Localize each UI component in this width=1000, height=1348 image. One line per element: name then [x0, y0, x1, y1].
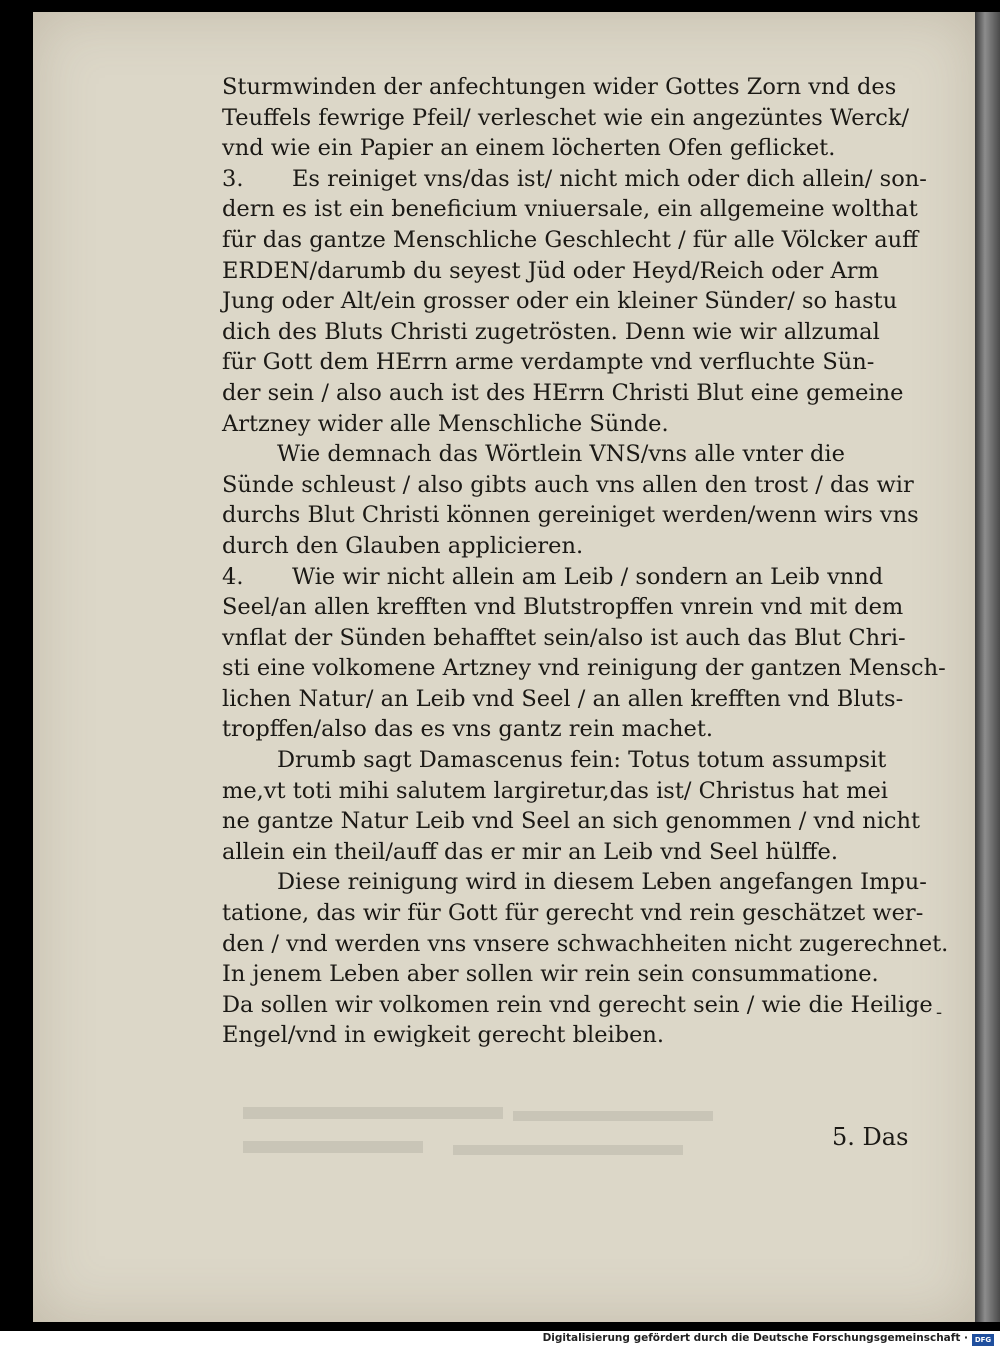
text-line: Seel/an allen krefften vnd Blutstropffen vnrein vnd mit dem	[222, 594, 904, 621]
text-line: vnd wie ein Papier an einem löcherten Ofen geflicket.	[222, 135, 836, 162]
text-line	[222, 562, 922, 593]
text-line: durch den Glauben applicieren.	[222, 532, 584, 559]
footer-credit: Digitalisierung gefördert durch die Deutsche Forschungsgemeinschaft ·	[542, 1332, 968, 1344]
text-line: ERDEN/darumb du seyest Jüd oder Heyd/Reich oder Arm	[222, 257, 879, 284]
text-line	[222, 164, 927, 195]
body-text	[222, 72, 949, 1051]
text-line: Da sollen wir volkomen rein vnd gerecht sein / wie die Heilige	[222, 991, 933, 1018]
text-line: Sünde schleust / also gibts auch vns allen den trost / das wir	[222, 471, 914, 498]
text-line: Jung oder Alt/ein grosser oder ein kleiner Sünder/ so hastu	[222, 288, 898, 315]
text-line: Artzney wider alle Menschliche Sünde.	[222, 410, 669, 437]
dfg-logo[interactable]: DFG	[972, 1334, 994, 1346]
text-line: durchs Blut Christi können gereiniget werden/wenn wirs vns	[222, 502, 919, 529]
text-line: tropffen/also das es vns gantz rein machet.	[222, 716, 714, 743]
catchword: 5. Das	[832, 1123, 909, 1151]
text-line: Drumb sagt Damascenus fein: Totus totum assumpsit	[277, 747, 887, 774]
text-line: für Gott dem HErrn arme verdampte vnd verfluchte Sün-	[222, 349, 875, 376]
text-line: dich des Bluts Christi zugetrösten. Denn wie wir allzumal	[222, 318, 880, 345]
text-line: me,vt toti mihi salutem largiretur,das ist/ Christus hat mei	[222, 777, 888, 804]
section-number: 3.	[222, 165, 244, 192]
text-line: den / vnd werden vns vnsere schwachheiten nicht zugerechnet.	[222, 930, 949, 957]
text-line: vnflat der Sünden behafftet sein/also ist auch das Blut Chri-	[222, 624, 906, 651]
text-line: sti eine volkomene Artzney vnd reinigung der gantzen Mensch-	[222, 655, 946, 682]
text-line: für das gantze Menschliche Geschlecht / für alle Völcker auff	[222, 226, 919, 253]
text-line: In jenem Leben aber sollen wir rein sein consummatione.	[222, 961, 879, 988]
page-gutter	[975, 12, 1000, 1322]
text-line-content: Es reiniget vns/das ist/ nicht mich oder dich allein/ son-	[292, 165, 927, 192]
text-line: der sein / also auch ist des HErrn Christi Blut eine gemeine	[222, 379, 904, 406]
text-line: Teuffels fewrige Pfeil/ verleschet wie ein angezüntes Werck/	[222, 104, 910, 131]
text-line: tatione, das wir für Gott für gerecht vnd rein geschätzet wer-	[222, 900, 924, 927]
text-line: Engel/vnd in ewigkeit gerecht bleiben.	[222, 1022, 665, 1049]
text-line: Wie demnach das Wörtlein VNS/vns alle vnter die	[277, 441, 845, 468]
text-line: ne gantze Natur Leib vnd Seel an sich genommen / vnd nicht	[222, 808, 921, 835]
footer-bar	[0, 1331, 1000, 1348]
text-line: dern es ist ein beneficium vniuersale, ein allgemeine wolthat	[222, 196, 918, 223]
margin-mark: -	[936, 1002, 943, 1023]
text-line: allein ein theil/auff das er mir an Leib vnd Seel hülffe.	[222, 838, 839, 865]
text-line: Sturmwinden der anfechtungen wider Gottes Zorn vnd des	[222, 74, 897, 100]
section-number: 4.	[222, 563, 244, 590]
text-line: Diese reinigung wird in diesem Leben angefangen Impu-	[277, 869, 927, 896]
text-line: lichen Natur/ an Leib vnd Seel / an allen krefften vnd Bluts-	[222, 685, 904, 712]
text-line-content: Wie wir nicht allein am Leib / sondern an Leib vnnd	[292, 563, 884, 590]
